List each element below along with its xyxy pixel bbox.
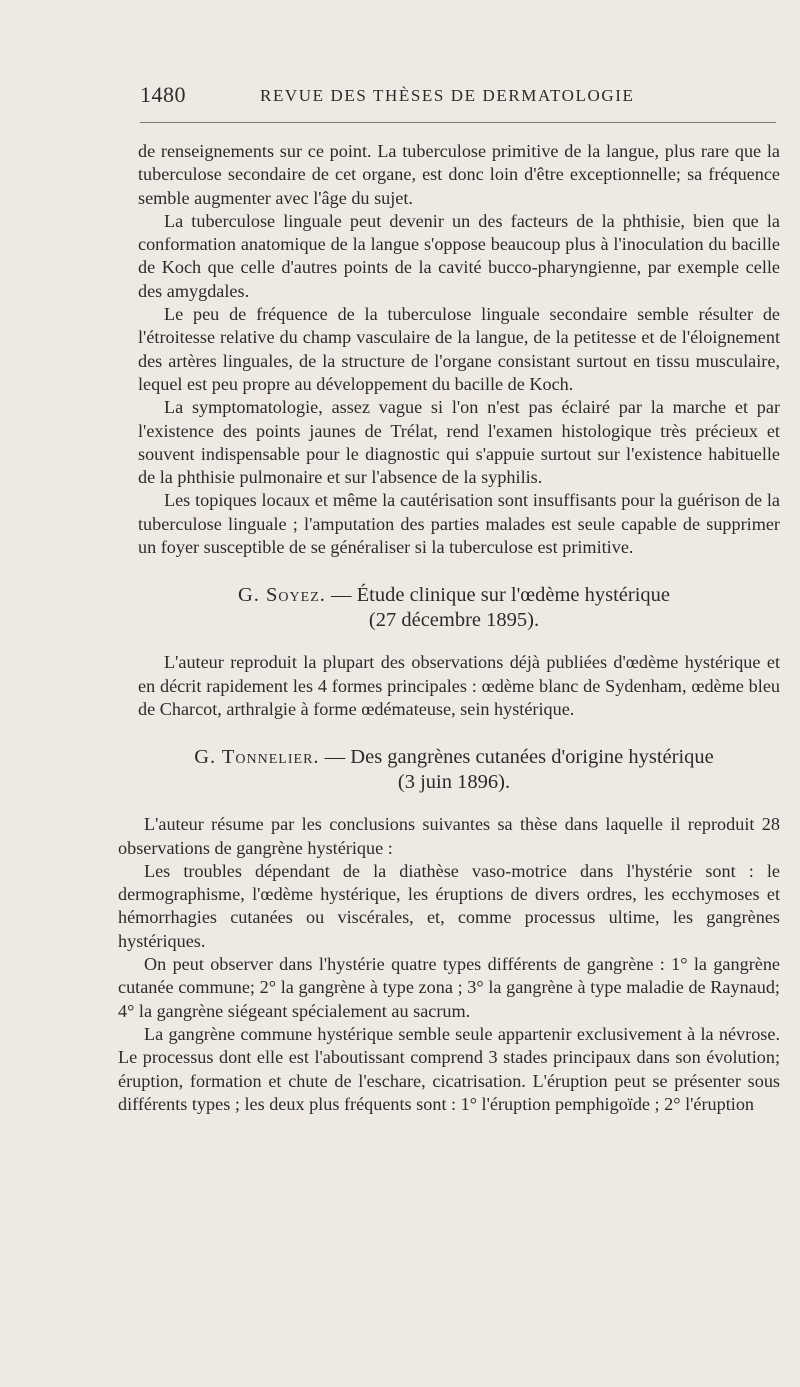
paragraph: Les troubles dépendant de la diathèse vaso-motrice dans l'hystérie sont : le dermographisme, l'œdème hystérique, les éruptions de divers ordres, les ecchymoses et hémorrhagies cutanées ou viscérales, et, comme processus ultime, les gangrènes hystériques. [118, 860, 780, 951]
page-number: 1480 [140, 82, 186, 107]
paragraph: Les topiques locaux et même la cautérisation sont insuffisants pour la guérison de la tuberculose linguale ; l'amputation des parties malades est seule capable de supprimer un foyer susceptible de se généraliser si la tuberculose est primitive. [138, 490, 780, 558]
paragraph: La symptomatologie, assez vague si l'on n'est pas éclairé par la marche et par l'existence des points jaunes de Trélat, rend l'examen histologique très précieux et souvent indispensable pour le diagnostic qui s'appuie surtout sur l'existence habituelle de la phthisie pulmonaire et sur l'absence de la syphilis. [138, 397, 780, 488]
paragraph: On peut observer dans l'hystérie quatre types différents de gangrène : 1° la gangrène cutanée commune; 2° la gangrène à type zona ; 3° la gangrène à type maladie de Raynaud; 4° la gangrène siégeant spécialement au sacrum. [118, 954, 780, 1021]
entry-date: (27 décembre 1895). [368, 609, 540, 632]
paragraph: Le peu de fréquence de la tuberculose linguale secondaire semble résulter de l'étroitesse relative du champ vasculaire de la langue, de la petitesse et de l'éloignement des artères linguales, de la structure de l'organe consistant surtout en tissu musculaire, lequel est peu propre au développement du bacille de Koch. [138, 304, 780, 394]
section-soyez [118, 651, 780, 721]
article-body [118, 140, 780, 1116]
paragraph: La tuberculose linguale peut devenir un des facteurs de la phthisie, bien que la conformation anatomique de la langue s'oppose beaucoup plus à l'inoculation du bacille de Koch que celle d'autres points de la cavité bucco-pharyngienne, par exemple celle des amygdales. [138, 210, 780, 301]
section-tonnelier [118, 813, 780, 1116]
running-title: REVUE DES THÈSES DE DERMATOLOGIE [260, 86, 635, 105]
entry-author: G. Tonnelier. [194, 746, 320, 769]
entry-author: G. Soyez. [237, 584, 326, 607]
header-rule [140, 122, 776, 123]
entry-title: — Étude clinique sur l'œdème hystérique [331, 584, 671, 607]
paragraph: L'auteur reproduit la plupart des observations déjà publiées d'œdème hystérique et en décrit rapidement les 4 formes principales : œdème blanc de Sydenham, œdème bleu de Charcot, arthralgie à forme œdémateuse, sein hystérique. [138, 652, 780, 719]
entry-heading-soyez [118, 583, 780, 633]
section-tuberculose [118, 140, 780, 559]
page-header [140, 82, 780, 112]
paragraph: La gangrène commune hystérique semble seule appartenir exclusivement à la névrose. Le processus dont elle est l'aboutissant comprend 3 stades principaux dans son évolution; éruption, formation et chute de l'eschare, cicatrisation. L'éruption peut se présenter sous différents types ; les deux plus fréquents sont : 1° l'éruption pemphigoïde ; 2° l'éruption [118, 1023, 780, 1114]
paragraph: L'auteur résume par les conclusions suivantes sa thèse dans laquelle il reproduit 28 observations de gangrène hystérique : [118, 814, 780, 858]
paragraph: de renseignements sur ce point. La tuberculose primitive de la langue, plus rare que la tuberculose secondaire de cet organe, est donc loin d'être exceptionnelle; sa fréquence semble augmenter avec l'âge du sujet. [138, 141, 780, 208]
entry-title: — Des gangrènes cutanées d'origine hystérique [324, 746, 714, 769]
entry-date: (3 juin 1896). [397, 771, 511, 794]
entry-heading-tonnelier [118, 745, 780, 795]
